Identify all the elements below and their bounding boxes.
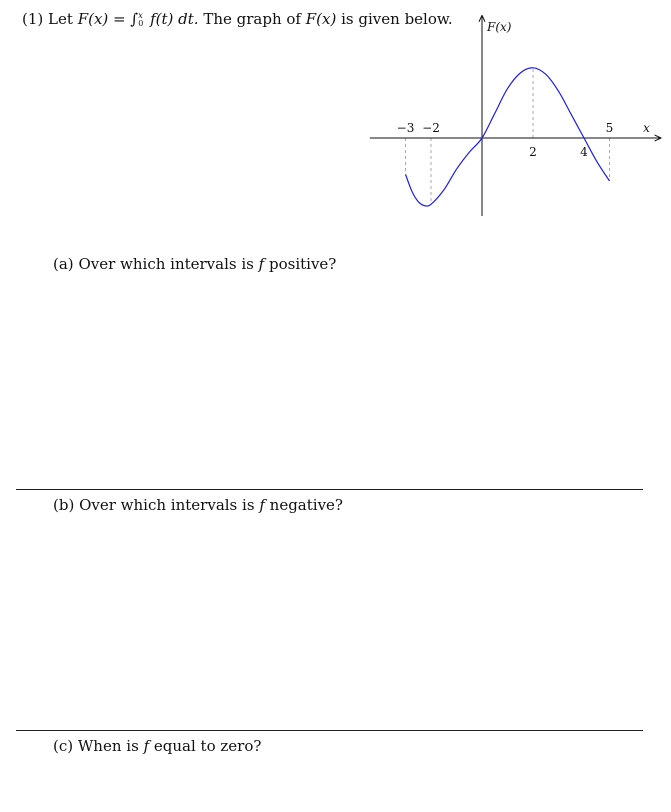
y-axis-label: F(x) [487, 19, 512, 34]
integrand: f(t) dt. [150, 10, 199, 28]
upper-limit: x [138, 11, 143, 20]
divider-1 [16, 489, 643, 490]
question-c-var: f [143, 737, 150, 755]
lower-limit: 0 [138, 19, 144, 28]
x-tick-label-1: −2 [422, 121, 440, 135]
question-a-text-before: Over which intervals is [78, 255, 254, 273]
problem-rest-text: The graph of [203, 10, 301, 28]
question-b-text-before: Over which intervals is [79, 496, 255, 514]
question-b-label: (b) [53, 496, 75, 514]
question-a-label: (a) [53, 255, 74, 273]
problem-trailing: is given below. [341, 10, 453, 28]
problem-lead: Let [48, 10, 73, 28]
equals-sign: = [113, 10, 126, 28]
divider-2 [16, 730, 643, 731]
question-a-text-after: positive? [269, 255, 337, 273]
question-b-var: f [259, 496, 265, 514]
x-tick-label-0: −3 [396, 121, 415, 135]
question-b [53, 496, 343, 514]
question-c-label: (c) [53, 737, 74, 755]
x-tick-label-2: 2 [529, 145, 537, 159]
x-tick-label-4: 5 [605, 121, 614, 135]
graph-of-function: F(x) [305, 10, 337, 28]
integral-sign: ∫ [130, 10, 139, 28]
x-tick-label-3: 4 [580, 145, 588, 159]
question-c-text-before: When is [77, 737, 139, 755]
question-a [53, 255, 336, 273]
x-axis-label: x [643, 121, 650, 135]
question-c-text-after: equal to zero? [153, 737, 262, 755]
question-c [53, 737, 261, 755]
function-lhs: F(x) [77, 10, 109, 28]
question-a-var: f [258, 255, 265, 273]
F-curve [406, 68, 610, 206]
problem-number: (1) [22, 10, 44, 28]
question-b-text-after: negative? [269, 496, 343, 514]
